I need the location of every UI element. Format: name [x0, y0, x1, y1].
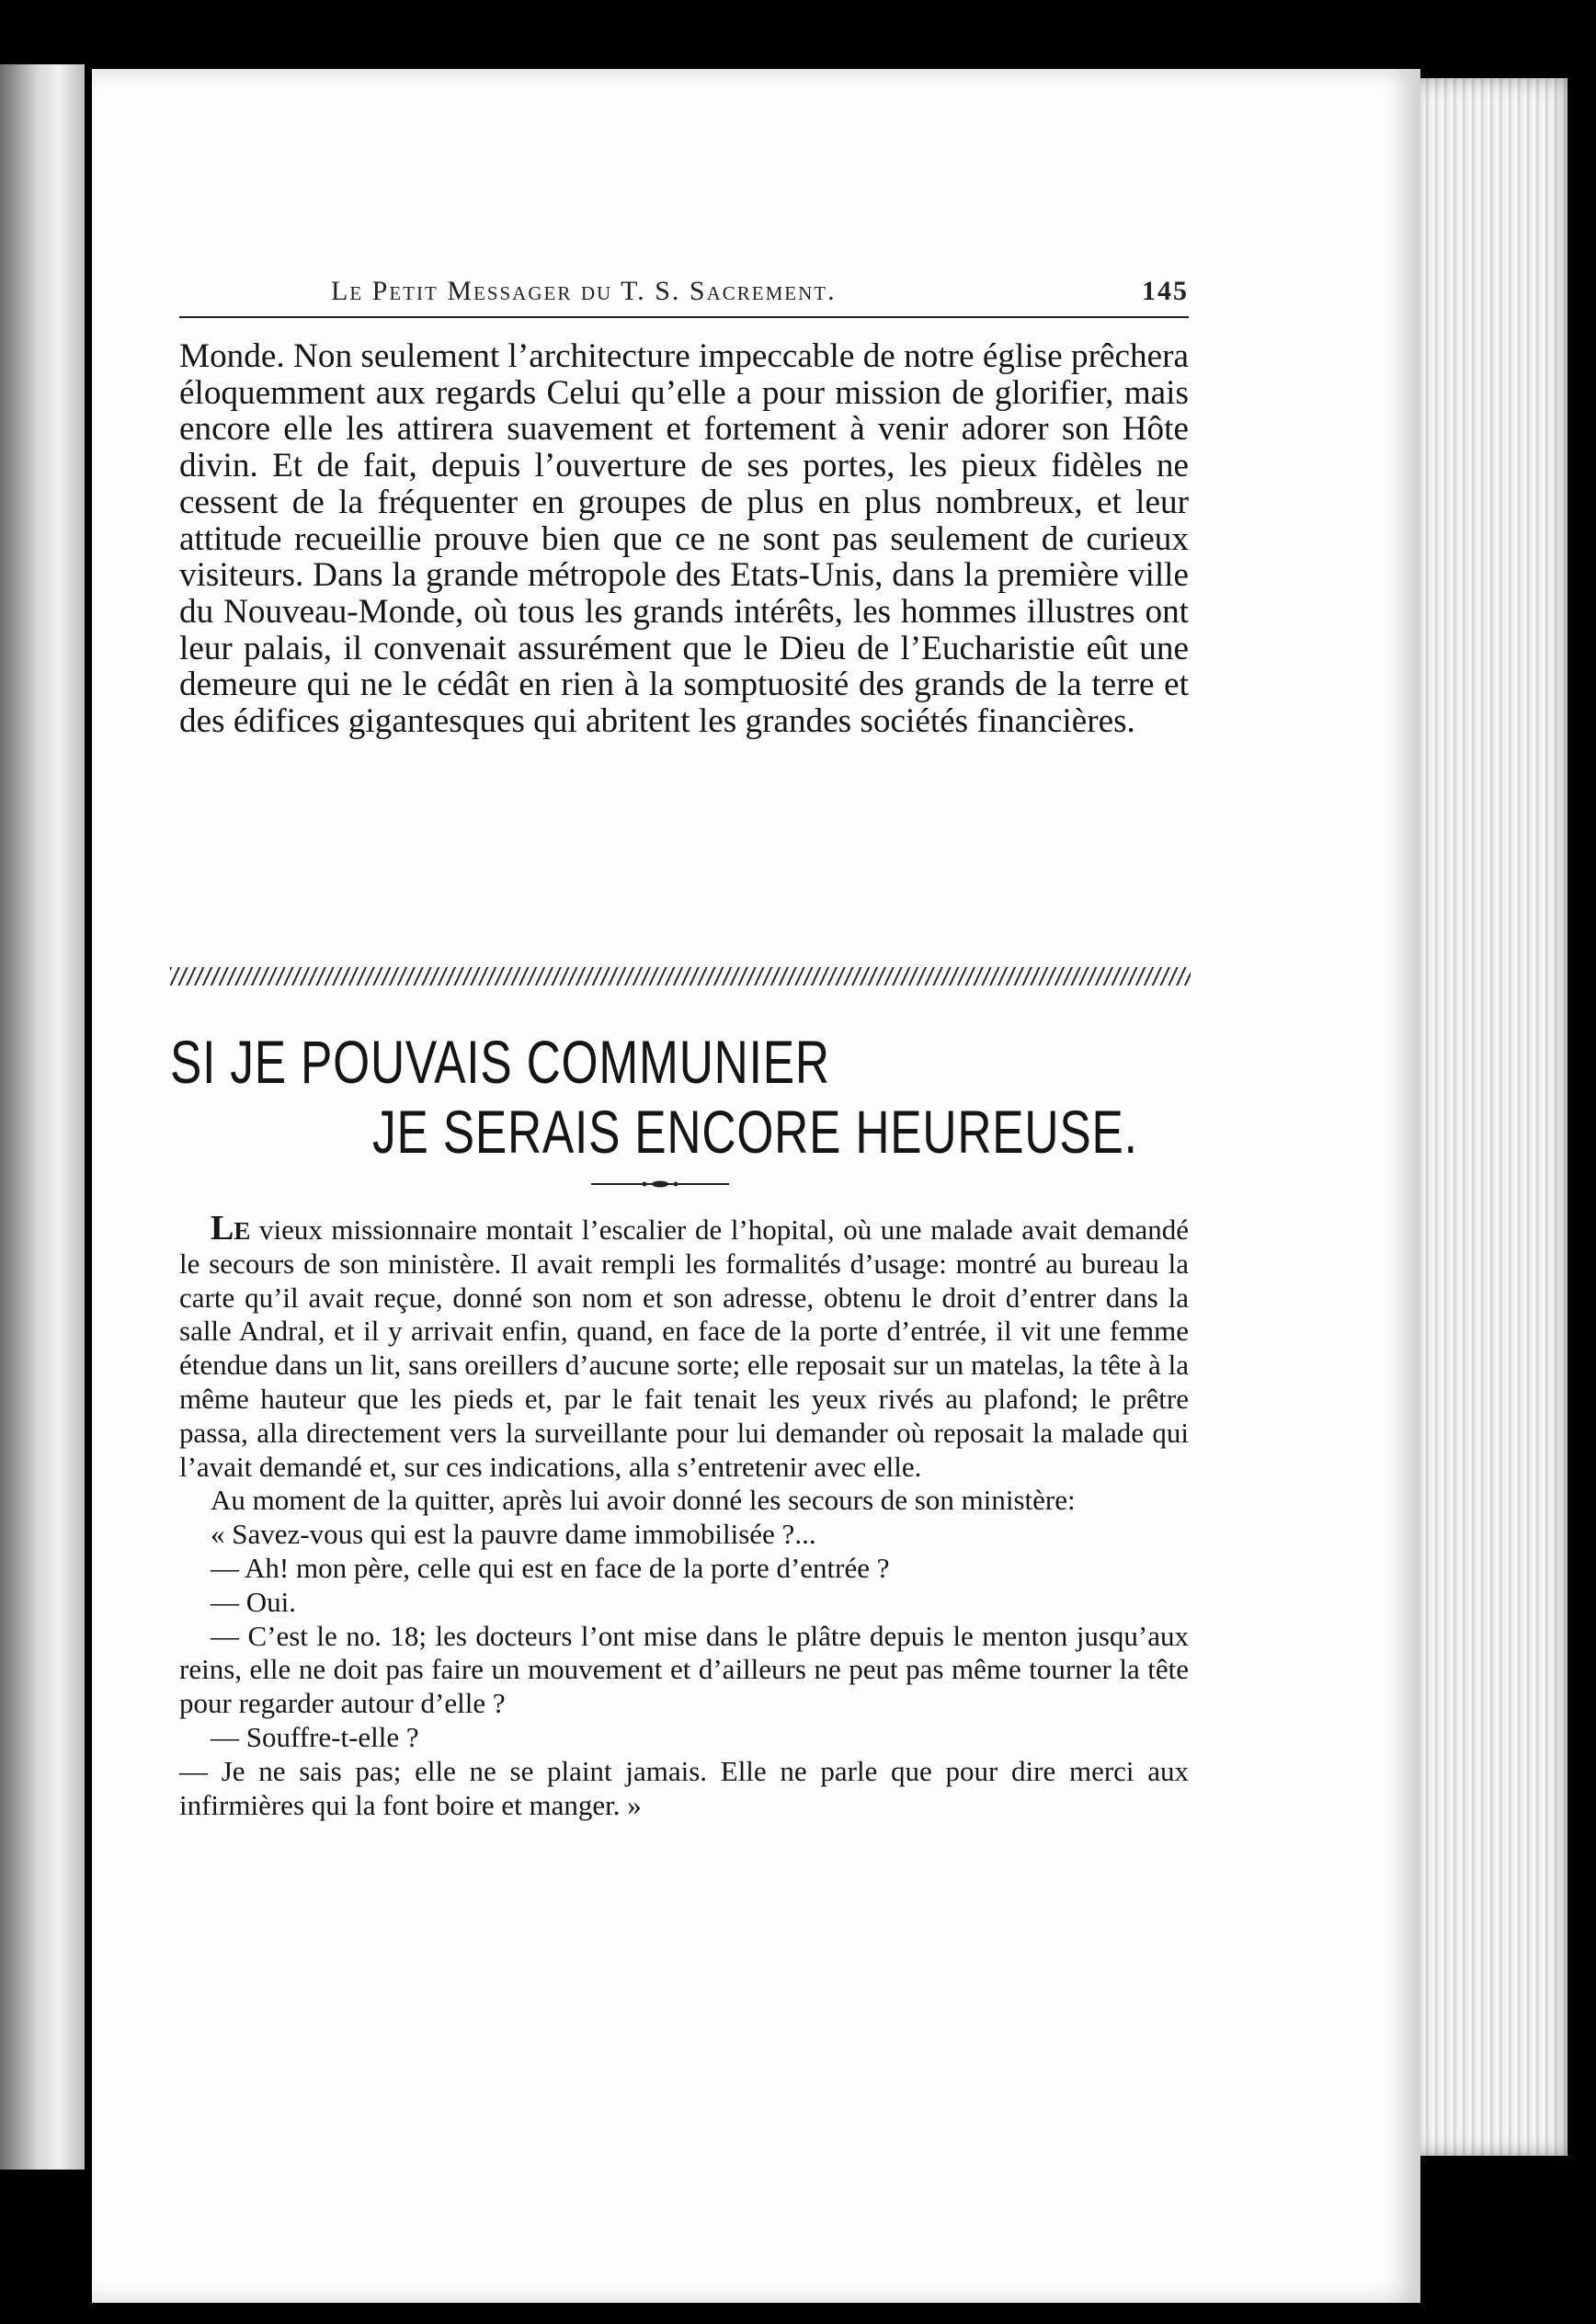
dialogue-line: — Oui. [211, 1585, 296, 1618]
intro-text: vieux missionnaire montait l’escalier de l’hopital, où une malade avait demandé le secours de son ministère. Il avait rempli les formalités d’usage: montré au bureau la carte qu’il avait reçue, donné son nom et son adresse, obtenu le droit d’entrer dans la salle Andral, et il y arrivait enfin, quand, en face de la porte d’entrée, il vit une femme étendue dans un lit, sans oreillers d’aucune sorte; elle reposait sur un matelas, la tête à la même hauteur que les pieds et, par le fait tenait les yeux rivés au plafond; le prêtre passa, alla directement vers la surveillante pour lui demander où reposait la malade qui l’avait demandé et, sur ces indications, alla s’entretenir avec elle. [179, 1213, 1189, 1483]
page-stack-edge [1411, 78, 1568, 2156]
running-head [179, 276, 1189, 318]
dialogue-line: — Je ne sais pas; elle ne se plaint jamais. Elle ne parle que pour dire merci aux infirmières qui la font boire et manger. » [179, 1754, 1189, 1821]
dialogue-line: — Souffre-t-elle ? [211, 1720, 419, 1753]
article-body [179, 1209, 1189, 1822]
continuation-paragraph: Monde. Non seulement l’architecture impeccable de notre église prêchera éloquemment aux regards Celui qu’elle a pour mission de glorifier, mais encore elle les attirera suavement et fortement à venir adorer son Hôte divin. Et de fait, depuis l’ouverture de ses portes, les pieux fidèles ne cessent de la fréquenter en groupes de plus en plus nombreux, et leur attitude recueillie prouve bien que ce ne sont pas seulement de curieux visiteurs. Dans la grande métropole des Etats-Unis, dans la première ville du Nouveau-Monde, où tous les grands intérêts, les hommes illustres ont leur palais, il convenait assurément que le Dieu de l’Eucharistie eût une demeure qui ne le cédât en rien à la somptuosité des grands de la terre et des édifices gigantesques qui abritent les grandes sociétés financières. [179, 337, 1189, 741]
dialogue-line: — C’est le no. 18; les docteurs l’ont mise dans le plâtre depuis le menton jusqu’aux reins, elle ne doit pas faire un mouvement et d’ailleurs ne peut pas même tourner la tête pour regarder autour d’elle ? [179, 1619, 1189, 1720]
previous-page-edge [0, 64, 85, 2170]
article-paragraph: Au moment de la quitter, après lui avoir donné les secours de son ministère: [211, 1484, 1076, 1517]
page-number: 145 [1142, 276, 1189, 306]
continuation-text [179, 338, 1189, 740]
article-title-line-2: JE SERAIS ENCORE HEUREUSE. [372, 1098, 1138, 1166]
running-head-title: Le Petit Messager du T. S. Sacrement. [331, 276, 837, 306]
title-ornament [591, 1180, 729, 1188]
hatched-separator [170, 967, 1191, 985]
article-title-line-1: SI JE POUVAIS COMMUNIER [170, 1028, 830, 1096]
dialogue-line: — Ah! mon père, celle qui est en face de la porte d’entrée ? [211, 1551, 890, 1584]
article-paragraph-intro [179, 1209, 1189, 1484]
drop-cap: Le [211, 1209, 251, 1247]
dialogue-line: « Savez-vous qui est la pauvre dame immobilisée ?... [211, 1518, 816, 1551]
